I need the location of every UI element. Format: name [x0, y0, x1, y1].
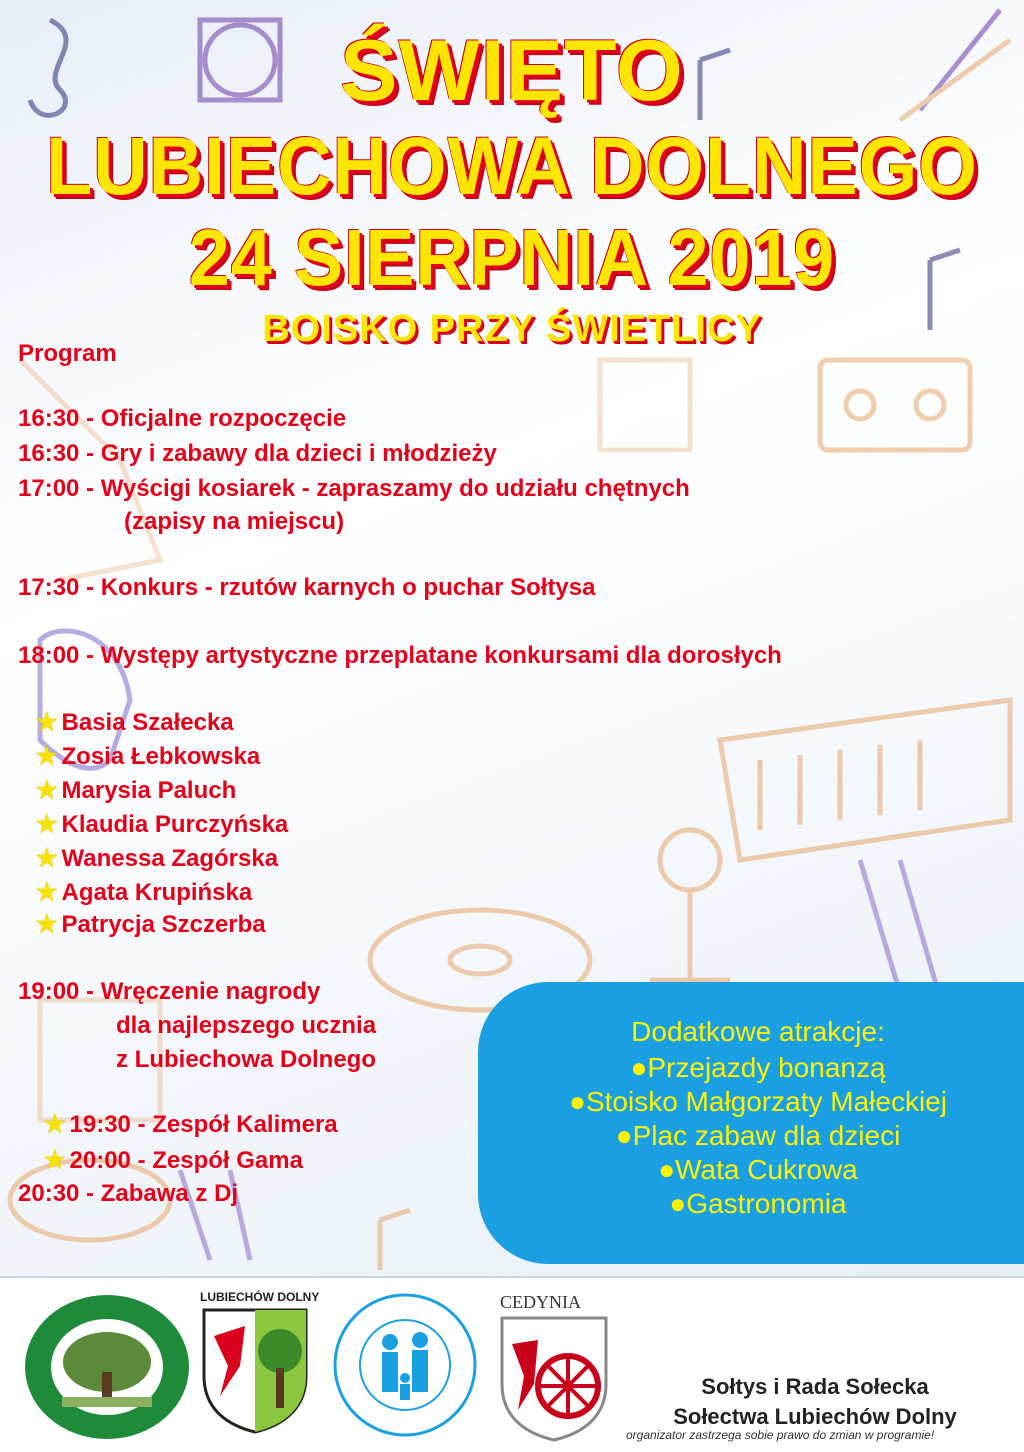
star-icon: ★: [36, 777, 58, 804]
program-item: 17:00 - Wyścigi kosiarek - zapraszamy do udziału chętnych: [18, 475, 690, 502]
signature-line-2: Sołectwa Lubiechów Dolny: [673, 1404, 957, 1429]
extras-heading: Dodatkowe atrakcje:: [631, 1016, 885, 1047]
performer: ★ Patrycja Szczerba: [36, 911, 266, 938]
performer: ★ Klaudia Purczyńska: [36, 811, 289, 838]
cedynski-osrodek-logo: [330, 1290, 480, 1440]
star-icon: ★: [44, 1147, 66, 1174]
lubiechow-coat-of-arms: [200, 1306, 310, 1436]
award-line: 19:00 - Wręczenie nagrody: [18, 978, 321, 1005]
star-icon: ★: [36, 879, 58, 906]
cedynia-label: CEDYNIA: [500, 1292, 581, 1312]
extras-box: [478, 982, 1024, 1264]
program-item: (zapisy na miejscu): [124, 508, 345, 535]
program-heading: Program: [18, 340, 117, 367]
award-line: dla najlepszego ucznia: [116, 1012, 377, 1039]
title-line-2: LUBIECHOWA DOLNEGO: [46, 121, 978, 212]
cedynia-coat-of-arms: [498, 1314, 610, 1442]
star-icon: ★: [36, 743, 58, 770]
extras-item: ●Wata Cukrowa: [658, 1154, 858, 1185]
star-icon: ★: [36, 811, 58, 838]
evening-item: ★ 19:30 - Zespół Kalimera: [44, 1111, 338, 1138]
program-item: 16:30 - Gry i zabawy dla dzieci i młodzieży: [18, 440, 497, 467]
organizer-signature: [620, 1372, 1010, 1432]
lubiechow-label: LUBIECHÓW DOLNY: [200, 1290, 320, 1304]
star-icon: ★: [36, 709, 58, 736]
extras-item: ●Stoisko Małgorzaty Małeckiej: [569, 1086, 947, 1117]
star-icon: ★: [44, 1111, 66, 1138]
disclaimer: organizator zastrzega sobie prawo do zmian w programie!: [626, 1428, 935, 1442]
performer: ★ Zosia Łebkowska: [36, 743, 261, 770]
program-item: 18:00 - Występy artystyczne przeplatane konkursami dla dorosłych: [18, 642, 782, 669]
title-line-4: BOISKO PRZY ŚWIETLICY: [262, 308, 762, 350]
performer: ★ Basia Szałecka: [36, 709, 234, 736]
cassette-icon: [820, 360, 970, 450]
performer: ★ Marysia Paluch: [36, 777, 237, 804]
extras-item: ●Przejazdy bonanzą: [630, 1052, 886, 1083]
program-item: 16:30 - Oficjalne rozpoczęcie: [18, 405, 347, 432]
extras-item: ●Gastronomia: [669, 1188, 847, 1219]
extras-item: ●Plac zabaw dla dzieci: [615, 1120, 901, 1151]
award-line: z Lubiechowa Dolnego: [116, 1046, 377, 1073]
signature-line-1: Sołtys i Rada Sołecka: [701, 1374, 929, 1399]
star-icon: ★: [36, 911, 58, 938]
keyboard-icon: [720, 700, 1010, 860]
performer: ★ Wanessa Zagórska: [36, 845, 279, 872]
evening-item: 20:30 - Zabawa z Dj: [18, 1180, 239, 1207]
performer: ★ Agata Krupińska: [36, 879, 253, 906]
title-line-1: ŚWIĘTO: [340, 23, 684, 119]
evening-item: ★ 20:00 - Zespół Gama: [44, 1147, 303, 1174]
program-item: 17:30 - Konkurs - rzutów karnych o puchar Sołtysa: [18, 574, 596, 601]
title-line-3: 24 SIERPNIA 2019: [188, 213, 836, 302]
star-icon: ★: [36, 845, 58, 872]
association-logo: [22, 1292, 192, 1442]
